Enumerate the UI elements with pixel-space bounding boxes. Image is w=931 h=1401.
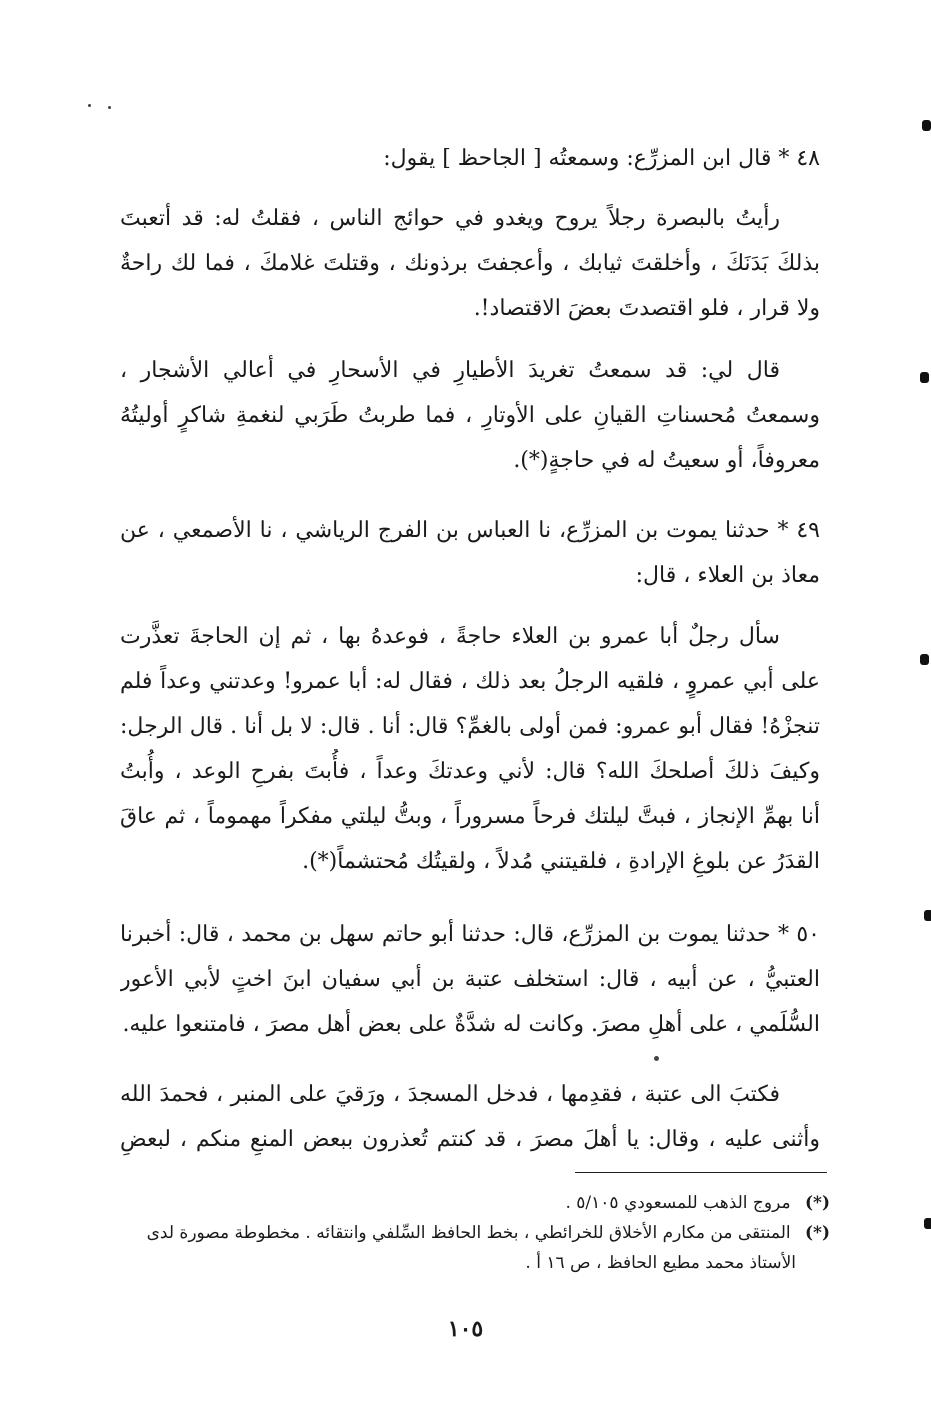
margin-mark [924, 910, 931, 921]
footnote-text: المنتقى من مكارم الأخلاق للخرائطي ، بخط الحافظ السِّلفي وانتقائه . مخطوطة مصورة لدى [146, 1223, 791, 1243]
footnote-divider [575, 1172, 827, 1173]
entry-header-line: ٥٠ * حدثنا يموت بن المزرِّع، قال: حدثنا أبو حاتم سهل بن محمد ، قال: أخبرنا [120, 922, 820, 947]
paragraph-line: على أبي عمروٍ ، فلقيه الرجلُ بعد ذلك ، فقال له: أبا عمرو! وعدتني وعداً فلم [120, 669, 820, 694]
footnote-text: مروج الذهب للمسعودي ٥/١٠٥ . [565, 1193, 791, 1213]
margin-mark [922, 120, 931, 131]
footnote-text: الأستاذ محمد مطيع الحافظ ، ص ١٦ أ . [525, 1253, 796, 1273]
paragraph-line: ولا قرار ، فلو اقتصدتَ بعضَ الاقتصاد!. [473, 296, 820, 321]
paragraph-line: معروفاً، أو سعيتُ له في حاجةٍ(*). [513, 448, 820, 473]
footnotes [130, 1188, 830, 1278]
entry-49-paragraph-1 [120, 614, 820, 659]
margin-mark [920, 372, 929, 383]
scan-speck [654, 1056, 659, 1061]
footnote-marker: (*) [805, 1193, 830, 1213]
paragraph-line: بذلكَ بَدَنَكَ ، وأخلقتَ ثيابك ، وأعجفتَ برذونك ، وقتلتَ غلامكَ ، فما لك راحةٌ [120, 251, 820, 276]
paragraph-line: تنجزْهُ! فقال أبو عمرو: فمن أولى بالغمِّ؟ قال: أنا . قال: لا بل أنا . قال الرجل: [120, 714, 820, 739]
footnote-marker: (*) [805, 1223, 830, 1243]
paragraph-line: فكتبَ الى عتبة ، فقدِمها ، فدخل المسجدَ ، ورَقيَ على المنبر ، فحمدَ الله [120, 1082, 780, 1107]
entry-48-paragraph-2-cont [120, 393, 820, 483]
entry-50-paragraph-1 [120, 1072, 820, 1117]
entry-48-header [120, 136, 820, 181]
entry-48-paragraph-1-cont [120, 241, 820, 331]
entry-header-line: السُّلَمي ، على أهلِ مصرَ. وكانت له شدَّةٌ على بعض أهل مصرَ ، فامتنعوا عليه. [122, 1012, 820, 1037]
entry-49-paragraph-1-cont [120, 659, 820, 884]
footnote-2 [130, 1218, 830, 1248]
entry-header-line: ٤٩ * حدثنا يموت بن المزرِّع، نا العباس بن الفرج الرياشي ، نا الأصمعي ، عن [120, 518, 820, 543]
entry-50-paragraph-1-cont [120, 1117, 820, 1162]
paragraph-line: أنا بهمِّ الإنجاز ، فبتَّ ليلتك فرحاً مسروراً ، وبتُّ ليلتي مفكراً مهموماً ، ثم عاقَ [120, 804, 820, 829]
footnote-2-cont [130, 1248, 830, 1278]
entry-49-header [120, 508, 820, 598]
scan-speck [108, 106, 111, 109]
entry-header-line: العتبيُّ ، عن أبيه ، قال: استخلف عتبة بن أبي سفيان ابنَ اختٍ لأبي الأعور [120, 967, 820, 992]
paragraph-line: رأيتُ بالبصرة رجلاً يروح ويغدو في حوائج الناس ، فقلتُ له: قد أتعبتَ [120, 206, 780, 231]
entry-header-line: ٤٨ * قال ابن المزرِّع: وسمعتُه [ الجاحظ ] يقول: [383, 146, 820, 171]
entry-48-paragraph-2 [120, 348, 820, 393]
entry-48-paragraph-1 [120, 196, 820, 241]
entry-50-header [120, 912, 820, 1047]
paragraph-line: سأل رجلٌ أبا عمرو بن العلاء حاجةً ، فوعدهُ بها ، ثم إن الحاجةَ تعذَّرت [120, 624, 780, 649]
paragraph-line: القدَرُ عن بلوغِ الإرادةِ ، فلقيتني مُدلاً ، ولقيتُك مُحتشماً(*). [302, 849, 820, 874]
margin-mark [920, 654, 929, 665]
entry-header-line: معاذ بن العلاء ، قال: [635, 563, 820, 588]
footnote-1 [130, 1188, 830, 1218]
scan-speck [88, 104, 91, 107]
paragraph-line: وأثنى عليه ، وقال: يا أهلَ مصرَ ، قد كنتم تُعذرون ببعض المنعِ منكم ، لبعضِ [120, 1127, 820, 1152]
paragraph-line: قال لي: قد سمعتُ تغريدَ الأطيارِ في الأسحارِ في أعالي الأشجار ، [120, 358, 780, 383]
paragraph-line: وسمعتُ مُحسناتِ القيانِ على الأوتارِ ، فما طربتُ طَرَبي لنغمةِ شاكرٍ أوليتُهُ [120, 403, 820, 428]
page-number: ١٠٥ [447, 1316, 484, 1342]
margin-mark [924, 1218, 931, 1229]
paragraph-line: وكيفَ ذلكَ أصلحكَ الله؟ قال: لأني وعدتكَ وعداً ، فأُبتَ بفرحِ الوعد ، وأُبتُ [120, 759, 820, 784]
